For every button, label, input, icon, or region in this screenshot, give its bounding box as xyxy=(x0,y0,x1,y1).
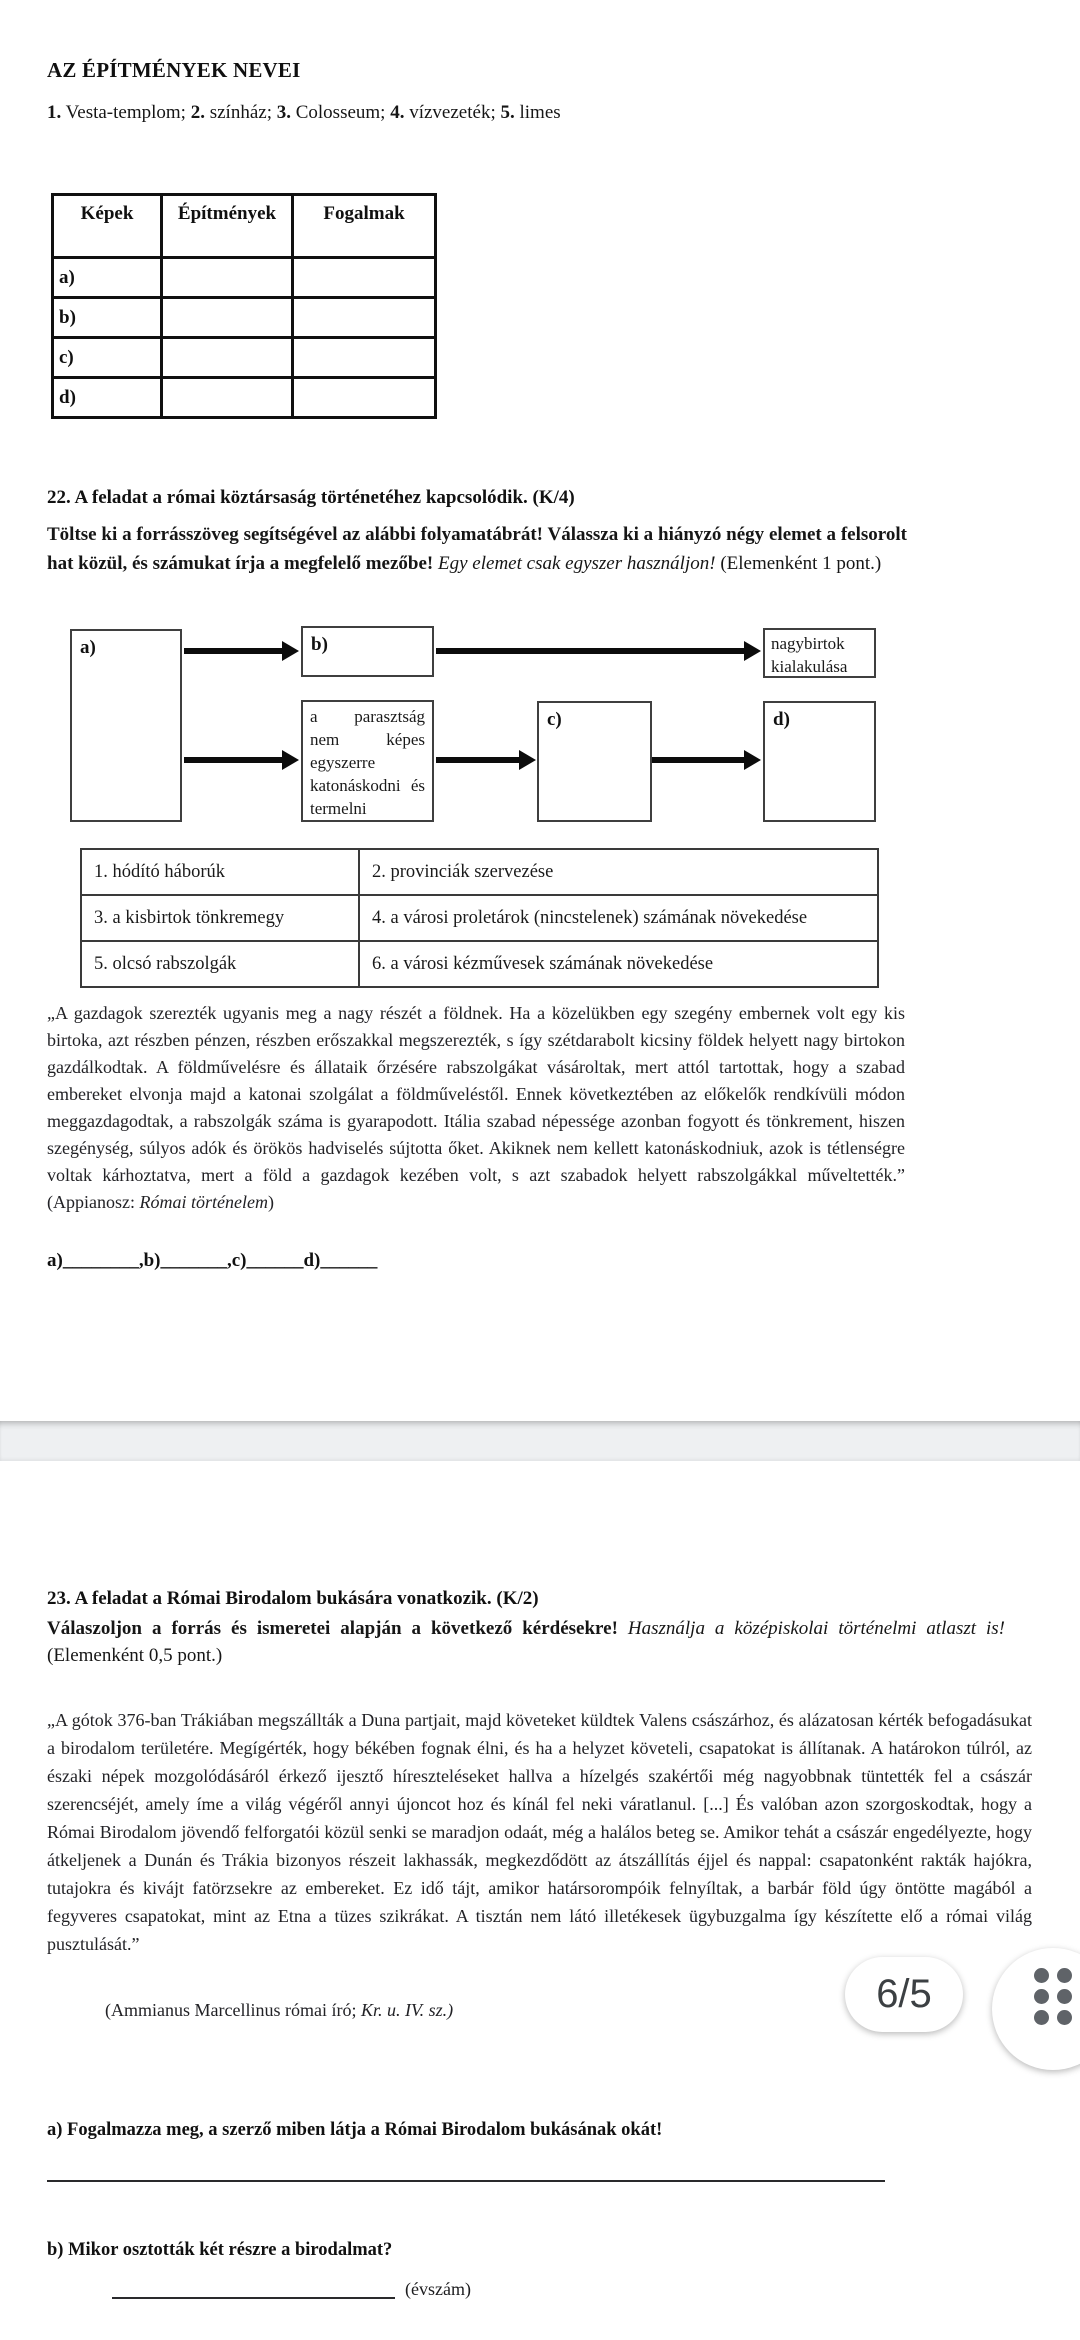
q23-title: 23. A feladat a Római Birodalom bukására vonatkozik. (K/2) xyxy=(47,1588,539,1609)
flow-box-c-label: c) xyxy=(547,709,562,730)
attribution-date: Kr. u. IV. sz.) xyxy=(360,2000,454,2020)
option-cell: 6. a városi kézművesek számának növekedése xyxy=(359,941,878,987)
page-indicator: 6/5 xyxy=(845,1957,963,2032)
options-table xyxy=(80,848,879,988)
option-cell: 1. hódító háborúk xyxy=(81,849,359,895)
match-table-header-epitmenyek: Építmények xyxy=(162,195,293,258)
page-gap xyxy=(0,1421,1080,1461)
option-cell: 3. a kisbirtok tönkremegy xyxy=(81,895,359,941)
attribution xyxy=(105,2000,453,2021)
q23b-label: b) Mikor osztották két részre a birodalmat? xyxy=(47,2240,393,2260)
six-dot-grid-icon xyxy=(1034,1968,1073,2026)
flow-arrow-a-to-middle xyxy=(184,757,282,763)
section-title: AZ ÉPÍTMÉNYEK NEVEI xyxy=(47,58,301,82)
dot xyxy=(1034,1989,1049,2004)
option-cell: 2. provinciák szervezése xyxy=(359,849,878,895)
list-number: 5. xyxy=(500,102,515,123)
list-text: színház; xyxy=(204,102,277,123)
row-label: b) xyxy=(53,298,162,338)
flow-box-a-label: a) xyxy=(80,637,96,658)
source-quote-ammianus: „A gótok 376-ban Trákiában megszállták a Duna partjait, majd követeket küldtek Valens császárhoz, és alázatosan kérték befogadásukat a birodalom területére. Megígérték, hogy békében fognak élni, és ha a helyzet követeli, csapatokat is állítanak. A határokon túlról, az északi népek mozgolódásáról érkező ijesztő híreszteléseket hallva a hízelgés szakértői még nagyobbnak tüntették fel a császár szerencséjét, amely íme a világ végéről annyi újoncot hoz és kínál fel neki váratlanul. [...] És valóban azon szorgoskodtak, hogy a Római Birodalom jövendő felforgatói közül senki se maradjon odaát, még a halálos beteg se. Amikor tehát a császár engedélyezte, hogy átkeljenek a Dunán és Trákia bizonyos részeit lakhassák, megkezdődött az átszállítás éjjel és nappal: csapatonként rakták hajókra, tutajokra és kivájt fatörzsekre az embereket. Ez idő tájt, amikor határsorompóik felnyíltak, a barbár föld úgy öntötte magából a fegyveres csapatokat, mint az Etna a tüzes szikrákat. A tisztán nem látó illetékesek ügybuzgalma így készítette elő a római világ pusztulását.” xyxy=(47,1710,1032,1954)
flow-box-b-label: b) xyxy=(311,634,328,655)
instruction-normal: (Elemenként 0,5 pont.) xyxy=(47,1645,223,1666)
flow-box-middle-text: a parasztság nem képes egyszerre katonáskodni és termelni xyxy=(310,707,425,818)
grid-menu-button[interactable] xyxy=(992,1948,1080,2070)
instruction-italic: Használja a középiskolai történelmi atlaszt is! xyxy=(627,1618,1005,1639)
match-table-header-fogalmak: Fogalmak xyxy=(293,195,436,258)
q23a-label: a) Fogalmazza meg, a szerző miben látja a Római Birodalom bukásának okát! xyxy=(47,2120,663,2140)
row-label: c) xyxy=(53,338,162,378)
option-cell: 4. a városi proletárok (nincstelenek) számának növekedése xyxy=(359,895,878,941)
flow-box-d-label: d) xyxy=(773,709,790,730)
empty-cell xyxy=(293,338,436,378)
row-label: d) xyxy=(53,378,162,418)
instruction-bold: Töltse ki a forrásszöveg segítségével az alábbi folyamatábrát! Válassza ki a hiányzó négy elemet a felsorolt hat közül, és számukat írja a megfelelő mezőbe! xyxy=(47,524,907,574)
list-text: Vesta-templom; xyxy=(61,102,191,123)
list-text: Colosseum; xyxy=(290,102,391,123)
flow-box-a xyxy=(70,629,182,822)
dot xyxy=(1057,2010,1072,2025)
flow-arrow-middle-to-c xyxy=(436,757,519,763)
q22-answer-line: a)________,b)_______,c)______d)______ xyxy=(47,1250,378,1271)
flow-box-result xyxy=(763,628,876,678)
evszam-label: (évszám) xyxy=(405,2279,471,2299)
attribution-work-title: Római történelem xyxy=(139,1192,268,1212)
attribution-prefix: (Appianosz: xyxy=(47,1192,140,1212)
empty-cell xyxy=(162,298,293,338)
flow-arrow-c-to-d xyxy=(652,757,744,763)
list-text: vízvezeték; xyxy=(404,102,501,123)
dot xyxy=(1057,1989,1072,2004)
q23a-answer-line xyxy=(47,2180,885,2182)
flow-box-result-text: nagybirtok kialakulása xyxy=(771,634,848,676)
match-table xyxy=(51,193,437,419)
dot xyxy=(1057,1968,1072,1983)
q22-title: 22. A feladat a római köztársaság történetéhez kapcsolódik. (K/4) xyxy=(47,487,575,508)
flow-box-b xyxy=(301,626,434,677)
list-text: limes xyxy=(514,102,561,123)
flow-box-c xyxy=(537,701,652,822)
flow-box-d xyxy=(763,701,876,822)
list-number: 1. xyxy=(47,102,62,123)
flow-arrow-a-to-b xyxy=(184,648,282,654)
attribution-suffix: ) xyxy=(267,1192,274,1212)
q22-instruction xyxy=(47,520,907,578)
empty-cell xyxy=(162,258,293,298)
match-table-header-kepek: Képek xyxy=(53,195,162,258)
option-cell: 5. olcsó rabszolgák xyxy=(81,941,359,987)
quote-text: „A gazdagok szerezték ugyanis meg a nagy részét a földnek. Ha a közelükben egy szegény embernek volt egy kis birtoka, azt részben pénzen, részben erőszakkal megszerezték, s így szétdarabolt kicsiny földek helyett nagy birtokon gazdálkodtak. A földművelésre és állataik őrzésére rabszolgákat vásároltak, mert attól tartottak, hogy a szabad embereket elvonja majd a katonai szolgálat a földműveléstől. Ennek következtében az előkelők rendkívüli módon meggazdagodtak, a rabszolgák száma is gyarapodott. Itália szabad népessége azonban fogyott és tönkrement, hiszen szegénység, súlyos adók és örökös hadviselés sújtotta őket. Akiknek nem kellett katonáskodniuk, azok is tétlenségre voltak kárhoztatva, mert a föld a gazdagok kezében volt, s azt szabadok helyett rabszolgákkal műveltették.” xyxy=(47,1003,905,1185)
list-number: 2. xyxy=(190,102,205,123)
list-number: 4. xyxy=(390,102,405,123)
empty-cell xyxy=(162,378,293,418)
source-quote-appianos xyxy=(47,1000,905,1216)
q23b-answer-line xyxy=(112,2297,395,2299)
flow-arrow-b-to-result xyxy=(436,648,744,654)
dot xyxy=(1034,1968,1049,1983)
attribution-author: (Ammianus Marcellinus római író; xyxy=(105,2000,361,2020)
instruction-italic: Egy elemet csak egyszer használjon! xyxy=(438,553,721,574)
empty-cell xyxy=(293,298,436,338)
building-names-list xyxy=(47,102,561,124)
empty-cell xyxy=(293,258,436,298)
q23-instruction xyxy=(47,1615,1005,1669)
instruction-bold: Válaszoljon a forrás és ismeretei alapján a következő kérdésekre! xyxy=(47,1618,628,1639)
dot xyxy=(1034,2010,1049,2025)
instruction-normal: (Elemenként 1 pont.) xyxy=(720,553,882,574)
empty-cell xyxy=(162,338,293,378)
list-number: 3. xyxy=(276,102,291,123)
empty-cell xyxy=(293,378,436,418)
row-label: a) xyxy=(53,258,162,298)
flow-box-middle xyxy=(301,700,434,822)
